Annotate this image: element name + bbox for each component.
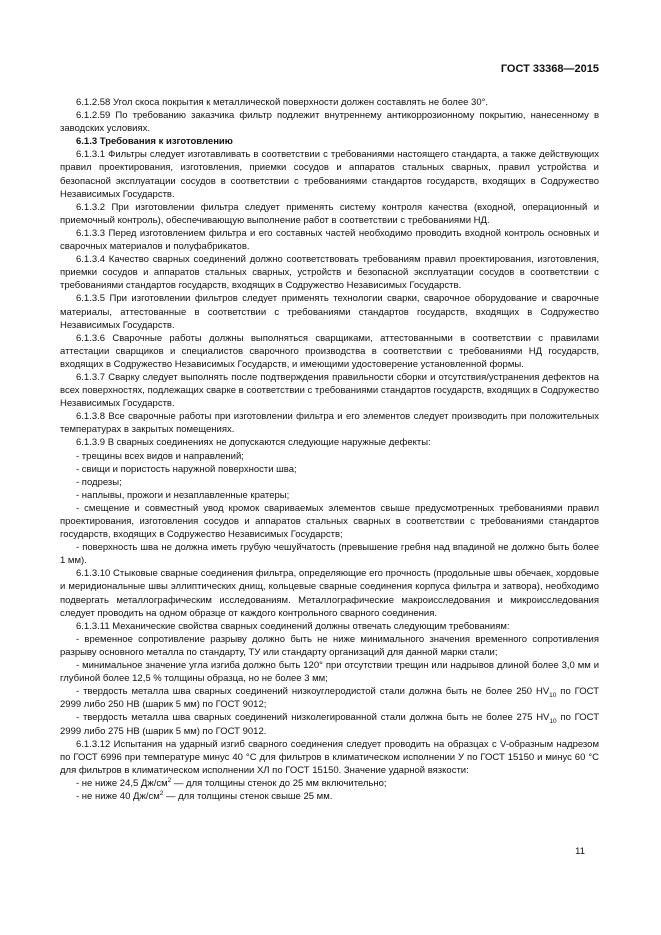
paragraph: 6.1.2.58 Угол скоса покрытия к металлической поверхности должен составлять не более 30°. [76,97,489,108]
list-item: - наплывы, прожоги и незаплавленные кратеры; [76,489,290,501]
impact-1-tail: — для толщины стенок до 25 мм включительно; [171,777,387,789]
impact-2-sup: 2 [159,789,164,797]
list-item: - временное сопротивление разрыву должно быть не ниже минимального значения временного сопротивления разрыву основного металла по стандарту, ТУ или стандарту организаций для данной марки стали; [60,633,599,658]
paragraph: 6.1.3.6 Сварочные работы должны выполняться сварщиками, аттестованными в соответствии с правилами аттестации сварщиков и специалистов сварочного производства в соответствии с требованиями НД государств, входящих в Содружество Независимых Государств, и имеющими удостоверение установленной формы. [60,332,599,370]
list-item: - свищи и пористость наружной поверхности шва; [76,463,297,475]
paragraph: 6.1.3.4 Качество сварных соединений должно соответствовать требованиям правил проектирования, изготовления, приемки сосудов и аппаратов стальных сварных, устройств и безопасной эксплуатации сосудов в соответствии с требованиями стандартов государств, входящих в Содружество Независимых Государств. [60,254,599,292]
hardness-1-sub: 10 [549,692,557,700]
impact-1-sup: 2 [167,776,172,784]
document-header: ГОСТ 33368—2015 [500,63,599,75]
impact-2-tail: — для толщины стенок свыше 25 мм. [163,790,333,802]
section-heading: 6.1.3 Требования к изготовлению [76,136,233,148]
impact-1-text: - не ниже 24,5 Дж/см [76,777,168,789]
hardness-1-text: - твердость металла шва сварных соединений низкоуглеродистой стали должна быть не более 250 HV [76,686,550,698]
hardness-2-text: - твердость металла шва сварных соединений низколегированной стали должна быть не более 275 HV [76,712,550,724]
paragraph: 6.1.3.5 При изготовлении фильтров следует применять технологии сварки, сварочное оборудование и сварочные материалы, аттестованные в соответствии с требованиями стандартов государств, входящих в Содружество Независимых Государств. [60,293,599,331]
list-item: - подрезы; [76,476,122,488]
hardness-2-sub: 10 [549,718,557,726]
paragraph: 6.1.3.8 Все сварочные работы при изготовлении фильтра и его элементов следует производить при положительных температурах в закрытых помещениях. [60,411,599,436]
paragraph: 6.1.2.59 По требованию заказчика фильтр подлежит внутреннему антикоррозионному покрытию, нанесенному в заводских условиях. [60,110,599,135]
list-item: - поверхность шва не должна иметь грубую чешуйчатость (превышение гребня над впадиной не должно быть более 1 мм). [60,542,599,567]
paragraph: 6.1.3.12 Испытания на ударный изгиб сварного соединения следует проводить на образцах с V-образным надрезом по ГОСТ 6996 при температуре минус 40 °С для фильтров в климатическом исполнении У по ГОСТ 15150 и минус 60 °С для фильтров в климатическом исполнении ХЛ по ГОСТ 15150. Значение ударной вязкости: [60,738,599,776]
hardness-1-tail: по ГОСТ 2999 либо 250 HB (шарик 5 мм) по ГОСТ 9012; [60,686,599,711]
impact-2-text: - не ниже 40 Дж/см [76,790,160,802]
list-item [60,711,599,737]
document-body [60,96,599,803]
list-item: - трещины всех видов и направлений; [76,450,244,462]
page-number: 11 [575,846,585,857]
paragraph: 6.1.3.9 В сварных соединениях не допускаются следующие наружные дефекты: [76,437,431,449]
hardness-2-tail: по ГОСТ 2999 либо 275 HB (шарик 5 мм) по ГОСТ 9012. [60,712,599,737]
paragraph: 6.1.3.7 Сварку следует выполнять после подтверждения правильности сборки и отсутствия/устранения дефектов на всех поверхностях, подлежащих сварке в соответствии с требованиями стандартов государств, входящих в Содружество Независимых Государств. [60,371,599,410]
paragraph: 6.1.3.3 Перед изготовлением фильтра и его составных частей необходимо проводить входной контроль основных и сварочных материалов и полуфабрикатов. [60,227,599,253]
list-item [60,685,599,711]
list-item [60,790,599,803]
paragraph: 6.1.3.2 При изготовлении фильтра следует применять систему контроля качества (входной, операционный и приемочный контроль), обеспечивающую выполнение работ в соответствии с требованиями НД. [60,201,599,226]
paragraph: 6.1.3.10 Стыковые сварные соединения фильтра, определяющие его прочность (продольные швы обечаек, хордовые и меридиональные швы эллиптических днищ, кольцевые сварные соединения корпуса фильтра и затвора), необходимо подвергать металлографическим исследованиям. Металлографические макроисследования и микроисследования следует проводить на одном образце от каждого контрольного сварного соединения. [60,568,599,619]
paragraph: 6.1.3.11 Механические свойства сварных соединений должны отвечать следующим требованиям: [76,620,510,632]
paragraph: 6.1.3.1 Фильтры следует изготавливать в соответствии с требованиями настоящего стандарта, а также действующих правил проектирования, изготовления, приемки сосудов и аппаратов стальных сварных, правил устройства и безопасной эксплуатации сосудов в соответствии с требованиями стандартов государств, входящих в Содружество Независимых Государств. [60,149,599,200]
list-item: - смещение и совместный увод кромок свариваемых элементов свыше предусмотренных требованиями правил проектирования, изготовления сосудов и аппаратов стальных сварных в соответствии с требованиями стандартов государств, входящих в Содружество Независимых Государств; [60,502,599,541]
list-item: - минимальное значение угла изгиба должно быть 120° при отсутствии трещин или надрывов длиной более 3,0 мм и глубиной более 12,5 % толщины образца, но не более 3 мм; [60,660,599,685]
list-item [60,777,599,790]
